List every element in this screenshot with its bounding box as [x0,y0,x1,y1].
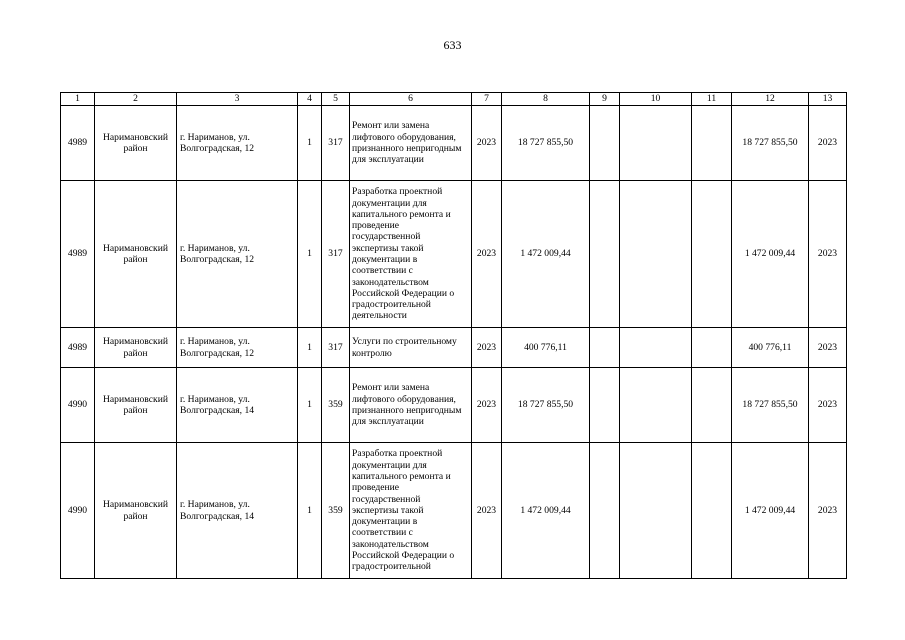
amount-cell: 1 472 009,44 [502,181,590,328]
col5-cell: 359 [322,368,350,443]
column-number: 8 [502,93,590,106]
column-number: 2 [95,93,177,106]
district-cell: Наримановский район [95,328,177,368]
year-end-cell: 2023 [809,368,847,443]
col10-cell [620,328,692,368]
column-number: 1 [61,93,95,106]
works-table [60,92,847,579]
district-cell: Наримановский район [95,368,177,443]
col5-cell: 359 [322,443,350,579]
work-type-cell: Ремонт или замена лифтового оборудования, признанного непригодным для эксплуатации [350,106,472,181]
work-type-cell: Разработка проектной документации для капитального ремонта и проведение государственной экспертизы такой документации в соответствии с законодательством Российской Федерации о градостроительной [350,443,472,579]
address-cell: г. Нариманов, ул. Волгоградская, 12 [177,181,298,328]
col11-cell [692,328,732,368]
col10-cell [620,181,692,328]
year-cell: 2023 [472,106,502,181]
col4-cell: 1 [298,181,322,328]
column-number: 3 [177,93,298,106]
col5-cell: 317 [322,328,350,368]
col5-cell: 317 [322,106,350,181]
column-number-row [61,93,847,106]
district-cell: Наримановский район [95,106,177,181]
work-type-cell: Ремонт или замена лифтового оборудования, признанного непригодным для эксплуатации [350,368,472,443]
column-number: 6 [350,93,472,106]
address-cell: г. Нариманов, ул. Волгоградская, 12 [177,328,298,368]
year-cell: 2023 [472,328,502,368]
col11-cell [692,368,732,443]
col9-cell [590,368,620,443]
house-id: 4990 [61,368,95,443]
address-cell: г. Нариманов, ул. Волгоградская, 14 [177,368,298,443]
col10-cell [620,368,692,443]
amount-cell: 18 727 855,50 [502,106,590,181]
column-number: 9 [590,93,620,106]
amount-total-cell: 1 472 009,44 [732,181,809,328]
column-number: 11 [692,93,732,106]
col11-cell [692,443,732,579]
col4-cell: 1 [298,328,322,368]
amount-total-cell: 400 776,11 [732,328,809,368]
year-cell: 2023 [472,368,502,443]
work-type-cell: Разработка проектной документации для капитального ремонта и проведение государственной экспертизы такой документации в соответствии с законодательством Российской Федерации о градостроительной деятельности [350,181,472,328]
district-cell: Наримановский район [95,181,177,328]
column-number: 7 [472,93,502,106]
table-row [61,181,847,328]
house-id: 4989 [61,328,95,368]
col10-cell [620,106,692,181]
house-id: 4990 [61,443,95,579]
column-number: 12 [732,93,809,106]
col4-cell: 1 [298,368,322,443]
year-cell: 2023 [472,181,502,328]
amount-total-cell: 1 472 009,44 [732,443,809,579]
table-row [61,328,847,368]
table-row [61,443,847,579]
col9-cell [590,328,620,368]
col9-cell [590,181,620,328]
work-type-cell: Услуги по строительному контролю [350,328,472,368]
col10-cell [620,443,692,579]
year-end-cell: 2023 [809,106,847,181]
year-end-cell: 2023 [809,328,847,368]
col5-cell: 317 [322,181,350,328]
year-end-cell: 2023 [809,181,847,328]
page-number: 633 [443,38,462,52]
col9-cell [590,106,620,181]
district-cell: Наримановский район [95,443,177,579]
house-id: 4989 [61,181,95,328]
col11-cell [692,181,732,328]
amount-total-cell: 18 727 855,50 [732,106,809,181]
amount-cell: 1 472 009,44 [502,443,590,579]
address-cell: г. Нариманов, ул. Волгоградская, 12 [177,106,298,181]
column-number: 4 [298,93,322,106]
table-row [61,368,847,443]
amount-cell: 18 727 855,50 [502,368,590,443]
col4-cell: 1 [298,106,322,181]
column-number: 5 [322,93,350,106]
address-cell: г. Нариманов, ул. Волгоградская, 14 [177,443,298,579]
table-row [61,106,847,181]
column-number: 13 [809,93,847,106]
col4-cell: 1 [298,443,322,579]
col11-cell [692,106,732,181]
year-end-cell: 2023 [809,443,847,579]
column-number: 10 [620,93,692,106]
col9-cell [590,443,620,579]
house-id: 4989 [61,106,95,181]
year-cell: 2023 [472,443,502,579]
amount-total-cell: 18 727 855,50 [732,368,809,443]
amount-cell: 400 776,11 [502,328,590,368]
